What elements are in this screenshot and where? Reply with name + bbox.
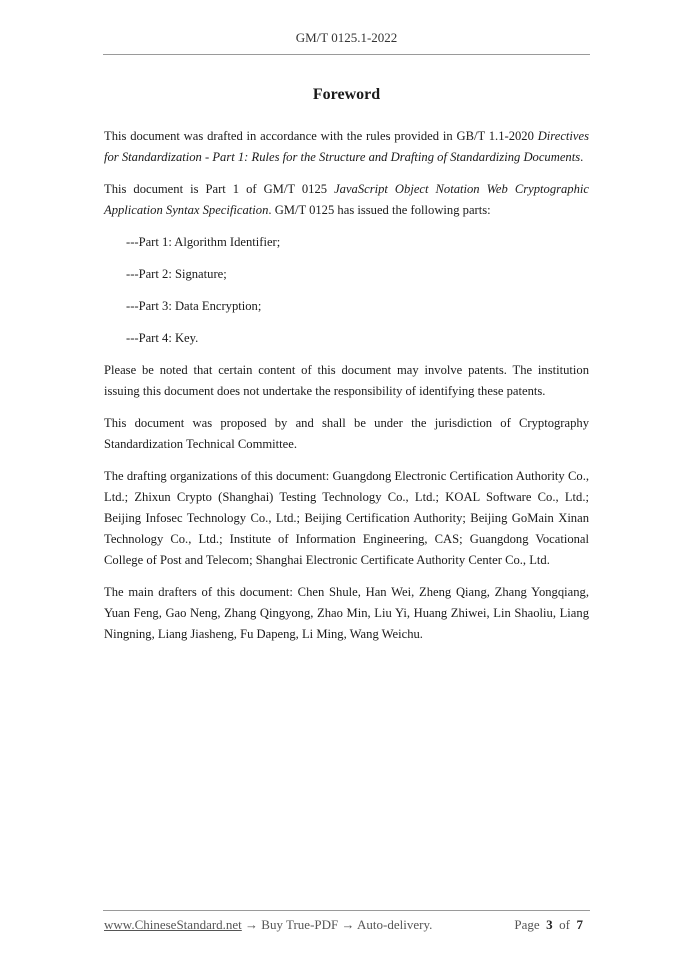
page-current: 3	[546, 917, 553, 932]
paragraph-proposed-by: This document was proposed by and shall be under the jurisdiction of Cryptography Standardization Technical Committee.	[104, 416, 589, 451]
page-label: Page	[514, 917, 540, 932]
paragraph-part-of-series	[104, 179, 589, 221]
paragraph-drafting-organizations: The drafting organizations of this document: Guangdong Electronic Certification Authority Co., Ltd.; Zhixun Crypto (Shanghai) Testing Technology Co., Ltd.; KOAL Software Co., Ltd.; Beijing Infosec Technology Co., Ltd.; Beijing Certification Authority; Beijing GoMain Xinan Technology Co., Ltd.; Institute of Information Engineering, CAS; Guangdong Vocational College of Post and Telecom; Shanghai Electronic Certificate Authority Center Co., Ltd.	[104, 469, 589, 567]
header-divider	[103, 54, 590, 55]
page-total: 7	[576, 917, 583, 932]
paragraph-text-end: . GM/T 0125 has issued the following parts:	[268, 203, 491, 217]
part-list-item: ---Part 3: Data Encryption;	[126, 299, 262, 313]
page-number	[514, 917, 583, 933]
italic-title: Directives for Standardization - Part 1: Rules for the Structure and Drafting of Standardizing Documents	[104, 129, 589, 164]
paragraph-drafting-rules	[104, 126, 589, 168]
paragraph-text: This document was drafted in accordance with the rules provided in GB/T 1.1-2020	[104, 129, 538, 143]
part-list-item: ---Part 4: Key.	[126, 331, 199, 345]
website-link[interactable]: www.ChineseStandard.net	[104, 917, 242, 932]
page-of-label: of	[559, 917, 570, 932]
document-id: GM/T 0125.1-2022	[295, 30, 398, 45]
page-header	[0, 30, 693, 46]
paragraph-text: This document is Part 1 of GM/T 0125	[104, 182, 335, 196]
paragraph-main-drafters: The main drafters of this document: Chen Shule, Han Wei, Zheng Qiang, Zhang Yongqiang, Yuan Feng, Gao Neng, Zhang Qingyong, Zhao Min, Liu Yi, Huang Zhiwei, Lin Shaoliu, Liang Ningning, Liang Jiasheng, Fu Dapeng, Li Ming, Wang Weichu.	[104, 585, 589, 641]
part-list-item: ---Part 2: Signature;	[126, 267, 227, 281]
document-body	[104, 126, 589, 656]
italic-title: JavaScript Object Notation Web Cryptographic Application Syntax Specification	[104, 182, 589, 217]
paragraph-text-end: .	[580, 150, 584, 164]
footer-tagline: → Buy True-PDF → Auto-delivery.	[241, 917, 433, 932]
footer-promo	[104, 917, 432, 933]
paragraph-patents: Please be noted that certain content of this document may involve patents. The institution issuing this document does not undertake the responsibility of identifying these patents.	[104, 363, 589, 398]
part-list-item: ---Part 1: Algorithm Identifier;	[126, 235, 281, 249]
page-title: Foreword	[312, 86, 381, 103]
footer-divider	[103, 910, 590, 911]
